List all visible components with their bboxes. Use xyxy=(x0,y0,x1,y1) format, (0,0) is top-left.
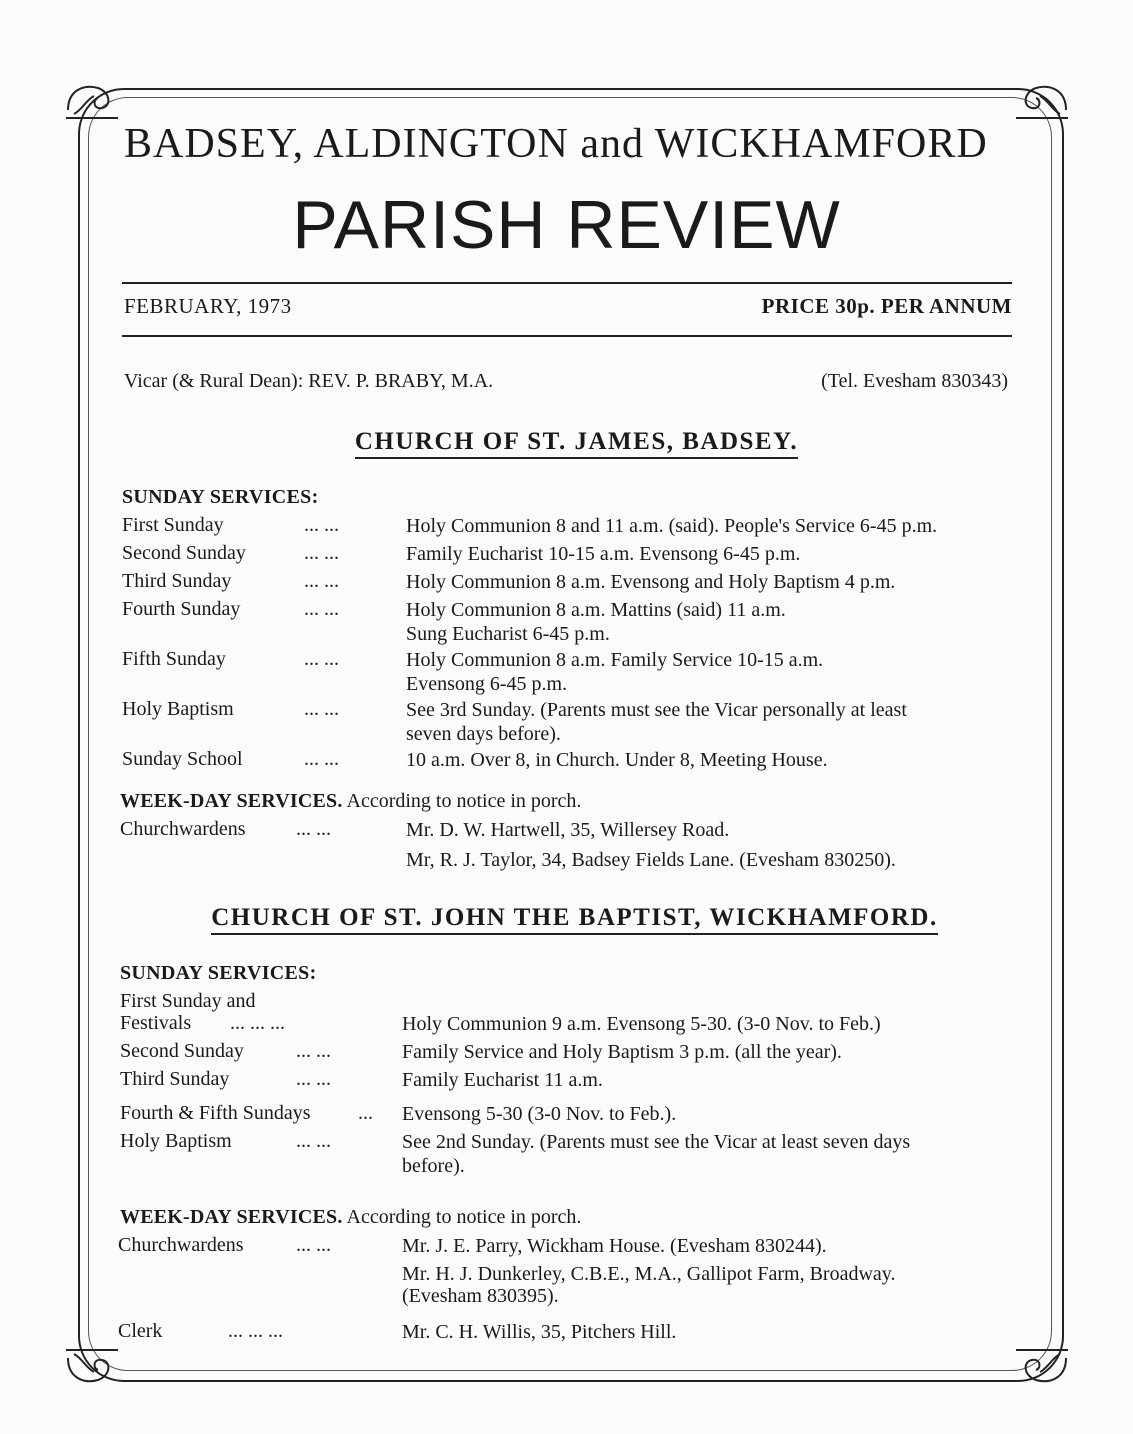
masthead-title: PARISH REVIEW xyxy=(292,187,841,263)
corner-ornament-icon xyxy=(64,80,120,120)
wickhamford-sunday-services-label: SUNDAY SERVICES: xyxy=(120,962,317,984)
vicar-name: Vicar (& Rural Dean): REV. P. BRABY, M.A. xyxy=(124,370,494,392)
divider xyxy=(122,335,1012,337)
badsey-sunday-services-label: SUNDAY SERVICES: xyxy=(122,486,319,508)
price: PRICE 30p. PER ANNUM xyxy=(761,294,1012,318)
corner-ornament-icon xyxy=(1014,1348,1070,1388)
badsey-church-heading: CHURCH OF ST. JAMES, BADSEY. xyxy=(0,428,1133,456)
badsey-weekday-services: WEEK-DAY SERVICES. According to notice in porch. xyxy=(120,790,582,812)
wickhamford-church-heading: CHURCH OF ST. JOHN THE BAPTIST, WICKHAMFORD. xyxy=(0,904,1133,932)
corner-ornament-icon xyxy=(64,1348,120,1388)
corner-ornament-icon xyxy=(1014,80,1070,120)
vicar-line xyxy=(124,370,1012,393)
issue-date: FEBRUARY, 1973 xyxy=(124,294,292,318)
divider xyxy=(122,282,1012,284)
page-frame-inner xyxy=(88,97,1052,1371)
wickhamford-weekday-services: WEEK-DAY SERVICES. According to notice in porch. xyxy=(120,1206,582,1228)
vicar-telephone: (Tel. Evesham 830343) xyxy=(821,370,1008,392)
masthead-parishes: BADSEY, ALDINGTON and WICKHAMFORD xyxy=(124,121,988,167)
dateline xyxy=(124,294,1012,324)
